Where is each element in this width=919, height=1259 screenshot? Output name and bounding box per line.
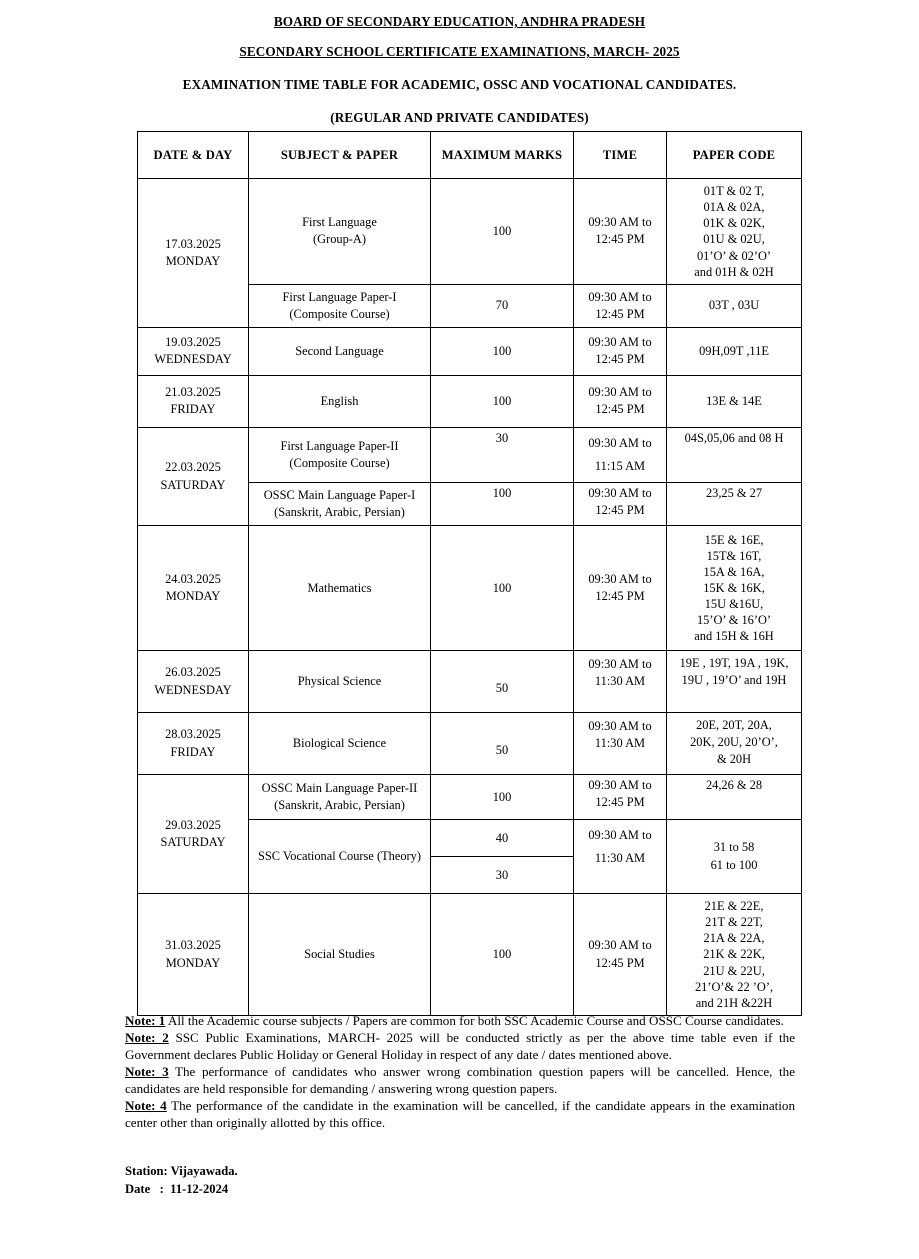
note-label: Note: 1 bbox=[125, 1013, 166, 1028]
time-text bbox=[574, 933, 666, 975]
cell-maximum-marks bbox=[431, 179, 574, 285]
notes-section bbox=[125, 1012, 795, 1131]
time-start: 09:30 AM to bbox=[588, 719, 652, 734]
paper-code-line: and 15H & 16H bbox=[694, 629, 774, 644]
cell-subject-paper bbox=[249, 179, 431, 285]
paper-code-line: 19U , 19’O’ and 19H bbox=[681, 673, 787, 688]
date-day-text bbox=[138, 567, 248, 609]
cell-date-day bbox=[138, 179, 249, 328]
paper-code-line: 21E & 22E, bbox=[704, 899, 764, 914]
cell-paper-code bbox=[667, 375, 802, 427]
subject-name: English bbox=[320, 393, 359, 408]
paper-code-line: 61 to 100 bbox=[710, 857, 758, 872]
subject-qualifier: (Composite Course) bbox=[289, 306, 390, 321]
column-header-time: TIME bbox=[574, 132, 667, 179]
subject-text bbox=[249, 434, 430, 476]
exam-timetable bbox=[137, 131, 802, 1016]
marks-value: 30 bbox=[495, 867, 509, 882]
exam-day: MONDAY bbox=[165, 589, 221, 604]
exam-day: MONDAY bbox=[165, 955, 221, 970]
timetable-body bbox=[138, 179, 802, 1016]
subject-text bbox=[249, 483, 430, 525]
exam-day: SATURDAY bbox=[160, 477, 226, 492]
cell-subject-paper bbox=[249, 651, 431, 713]
time-end: 12:45 PM bbox=[595, 352, 645, 367]
paper-code-line: 01A & 02A, bbox=[703, 200, 765, 215]
cell-time bbox=[574, 482, 667, 525]
subject-name: Biological Science bbox=[292, 736, 387, 750]
cell-date-day bbox=[138, 427, 249, 525]
subject-name: SSC Vocational Course (Theory) bbox=[257, 849, 421, 863]
table-row bbox=[138, 651, 802, 713]
cell-date-day bbox=[138, 713, 249, 775]
cell-paper-code bbox=[667, 526, 802, 651]
cell-date-day bbox=[138, 894, 249, 1016]
subject-name: Physical Science bbox=[297, 674, 382, 688]
cell-time bbox=[574, 526, 667, 651]
time-start: 09:30 AM to bbox=[588, 571, 652, 586]
cell-maximum-marks bbox=[431, 894, 574, 1016]
paper-code-line: 21T & 22T, bbox=[705, 915, 763, 930]
subject-qualifier: (Sanskrit, Arabic, Persian) bbox=[274, 504, 405, 519]
time-start: 09:30 AM to bbox=[588, 485, 652, 500]
paper-code-line: 24,26 & 28 bbox=[705, 778, 763, 793]
paper-code-line: 04S,05,06 and 08 H bbox=[684, 430, 784, 445]
cell-maximum-marks bbox=[431, 427, 574, 482]
marks-value: 50 bbox=[495, 743, 509, 757]
marks-value: 100 bbox=[492, 946, 512, 961]
paper-code-line: 01K & 02K, bbox=[703, 216, 765, 231]
exam-date: 21.03.2025 bbox=[165, 385, 221, 400]
cell-paper-code bbox=[667, 894, 802, 1016]
exam-date: 29.03.2025 bbox=[165, 817, 221, 832]
note-paragraph bbox=[125, 1029, 795, 1063]
paper-code-text bbox=[667, 651, 801, 693]
paper-code-line: 15E & 16E, bbox=[704, 532, 764, 547]
footer-station: Station: Vijayawada. bbox=[125, 1164, 238, 1178]
note-text: The performance of the candidate in the examination will be cancelled, if the candidate appears in the examination center other than originally allotted by this office. bbox=[125, 1098, 796, 1131]
cell-subject-paper bbox=[249, 427, 431, 482]
subject-text bbox=[249, 285, 430, 327]
paper-code-line: 20K, 20U, 20’O’, bbox=[690, 735, 778, 750]
paper-code-line: 20E, 20T, 20A, bbox=[696, 718, 772, 733]
cell-paper-code bbox=[667, 427, 802, 482]
time-end: 12:45 PM bbox=[595, 589, 645, 604]
exam-day: WEDNESDAY bbox=[154, 352, 232, 367]
table-row bbox=[138, 327, 802, 375]
date-day-text bbox=[138, 722, 248, 764]
cell-paper-code bbox=[667, 820, 802, 894]
note-label: Note: 2 bbox=[125, 1030, 169, 1046]
cell-maximum-marks bbox=[431, 775, 574, 820]
paper-code-line: 15T& 16T, bbox=[706, 548, 762, 563]
date-day-text bbox=[138, 455, 248, 497]
cell-paper-code bbox=[667, 482, 802, 525]
date-day-text bbox=[138, 380, 248, 422]
exam-day: MONDAY bbox=[165, 253, 221, 268]
exam-date: 26.03.2025 bbox=[165, 665, 221, 680]
cell-subject-paper bbox=[249, 482, 431, 525]
time-text bbox=[574, 483, 666, 523]
paper-code-text bbox=[667, 179, 801, 284]
time-text bbox=[574, 428, 666, 482]
note-text: All the Academic course subjects / Papers are common for both SSC Academic Course and OSSC Course candidates. bbox=[165, 1013, 784, 1028]
paper-code-line: 03T , 03U bbox=[708, 298, 760, 313]
time-text bbox=[574, 285, 666, 327]
cell-paper-code bbox=[667, 179, 802, 285]
cell-time bbox=[574, 894, 667, 1016]
paper-code-text bbox=[667, 389, 801, 414]
cell-subject-paper bbox=[249, 526, 431, 651]
subject-qualifier: (Composite Course) bbox=[289, 455, 390, 470]
paper-code-line: and 01H & 02H bbox=[694, 264, 774, 279]
paper-code-line: 19E , 19T, 19A , 19K, bbox=[679, 656, 789, 671]
time-text bbox=[574, 380, 666, 422]
time-text bbox=[574, 651, 666, 694]
cell-time bbox=[574, 375, 667, 427]
paper-code-line: 21K & 22K, bbox=[703, 947, 765, 962]
subject-qualifier: (Sanskrit, Arabic, Persian) bbox=[274, 798, 405, 813]
note-paragraph bbox=[125, 1012, 795, 1029]
marks-value: 100 bbox=[492, 223, 512, 238]
paper-code-text bbox=[667, 713, 801, 772]
board-title bbox=[0, 15, 919, 28]
time-end: 12:45 PM bbox=[595, 232, 645, 247]
subject-name: Mathematics bbox=[307, 580, 372, 595]
date-day-text bbox=[138, 330, 248, 372]
exam-date: 24.03.2025 bbox=[165, 571, 221, 586]
subject-text bbox=[249, 339, 430, 364]
date-day-text bbox=[138, 232, 248, 274]
paper-code-text bbox=[667, 483, 801, 506]
cell-maximum-marks bbox=[431, 651, 574, 713]
exam-day: FRIDAY bbox=[170, 744, 216, 759]
marks-value: 100 bbox=[492, 393, 512, 408]
cell-date-day bbox=[138, 775, 249, 894]
marks-split-table bbox=[431, 820, 573, 893]
paper-code-text bbox=[667, 894, 801, 1015]
subject-text bbox=[249, 942, 430, 967]
cell-subject-paper bbox=[249, 327, 431, 375]
paper-code-text bbox=[667, 775, 801, 798]
paper-code-line: 13E & 14E bbox=[706, 393, 762, 408]
time-start: 09:30 AM to bbox=[588, 938, 652, 953]
time-start: 09:30 AM to bbox=[588, 215, 652, 230]
time-start: 09:30 AM to bbox=[588, 385, 652, 400]
timetable-subtitle: EXAMINATION TIME TABLE FOR ACADEMIC, OSSC AND VOCATIONAL CANDIDATES. bbox=[182, 77, 737, 93]
paper-code-line: 21U & 22U, bbox=[703, 963, 765, 978]
subject-text bbox=[249, 389, 430, 414]
cell-date-day bbox=[138, 327, 249, 375]
marks-value: 70 bbox=[495, 298, 509, 313]
exam-date: 19.03.2025 bbox=[165, 335, 221, 350]
cell-subject-paper bbox=[249, 894, 431, 1016]
time-end: 12:45 PM bbox=[595, 402, 645, 417]
time-text bbox=[574, 820, 666, 874]
document-header bbox=[0, 0, 919, 124]
paper-code-line: & 20H bbox=[716, 752, 752, 767]
exam-date: 31.03.2025 bbox=[165, 938, 221, 953]
paper-code-line: 21A & 22A, bbox=[703, 931, 765, 946]
exam-date: 22.03.2025 bbox=[165, 460, 221, 475]
table-row bbox=[138, 427, 802, 482]
subject-name: OSSC Main Language Paper-II bbox=[261, 780, 418, 795]
paper-code-line: 15A & 16A, bbox=[703, 564, 765, 579]
paper-code-text bbox=[667, 528, 801, 649]
cell-maximum-marks bbox=[431, 327, 574, 375]
cell-subject-paper bbox=[249, 820, 431, 894]
cell-time bbox=[574, 651, 667, 713]
marks-value: 40 bbox=[431, 820, 573, 857]
cell-time bbox=[574, 775, 667, 820]
time-text bbox=[574, 567, 666, 609]
paper-code-line: and 21H &22H bbox=[695, 995, 773, 1010]
subject-text bbox=[249, 669, 430, 694]
cell-time bbox=[574, 713, 667, 775]
paper-code-line: 01’O’ & 02’O’ bbox=[696, 248, 772, 263]
time-start: 09:30 AM to bbox=[588, 435, 652, 450]
date-day-text bbox=[138, 933, 248, 975]
date-day-text bbox=[138, 813, 248, 855]
cell-paper-code bbox=[667, 775, 802, 820]
cell-paper-code bbox=[667, 284, 802, 327]
cell-time bbox=[574, 179, 667, 285]
paper-code-line: 15’O’ & 16’O’ bbox=[696, 613, 772, 628]
paper-code-line: 15U &16U, bbox=[704, 597, 764, 612]
table-row bbox=[138, 526, 802, 651]
cell-maximum-marks bbox=[431, 713, 574, 775]
time-start: 09:30 AM to bbox=[588, 828, 652, 843]
paper-code-line: 31 to 58 bbox=[713, 840, 755, 855]
cell-subject-paper bbox=[249, 375, 431, 427]
time-text bbox=[574, 330, 666, 372]
table-row bbox=[138, 179, 802, 285]
marks-value: 100 bbox=[492, 580, 512, 595]
paper-code-line: 01T & 02 T, bbox=[703, 184, 765, 198]
subject-name: Social Studies bbox=[304, 946, 375, 961]
subject-qualifier: (Group-A) bbox=[313, 232, 366, 247]
time-start: 09:30 AM to bbox=[588, 289, 652, 304]
note-text: SSC Public Examinations, MARCH- 2025 will be conducted strictly as per the above time table even if the Government declares Public Holiday or General Holiday in respect of any date / dates mentioned above. bbox=[125, 1030, 796, 1063]
column-header-marks: MAXIMUM MARKS bbox=[431, 132, 574, 179]
marks-value: 100 bbox=[492, 485, 512, 500]
exam-title bbox=[0, 45, 919, 58]
cell-date-day bbox=[138, 651, 249, 713]
candidate-type-subtitle: (REGULAR AND PRIVATE CANDIDATES) bbox=[330, 109, 589, 125]
column-header-date: DATE & DAY bbox=[138, 132, 249, 179]
subject-text bbox=[249, 210, 430, 252]
subject-name: Second Language bbox=[295, 343, 384, 358]
time-end: 12:45 PM bbox=[595, 306, 645, 321]
paper-code-line: 21’O’& 22 ’O’, bbox=[694, 979, 774, 994]
exam-day: SATURDAY bbox=[160, 835, 226, 850]
exam-date: 17.03.2025 bbox=[165, 236, 221, 251]
cell-subject-paper bbox=[249, 284, 431, 327]
time-end: 11:30 AM bbox=[594, 674, 646, 689]
subject-text bbox=[249, 731, 430, 756]
date-day-text bbox=[138, 660, 248, 702]
time-text bbox=[574, 713, 666, 756]
marks-value: 100 bbox=[492, 789, 512, 804]
subject-text bbox=[249, 776, 430, 818]
paper-code-text bbox=[667, 339, 801, 364]
cell-maximum-marks bbox=[431, 482, 574, 525]
paper-code-line: 09H,09T ,11E bbox=[699, 343, 769, 358]
column-header-subject: SUBJECT & PAPER bbox=[249, 132, 431, 179]
paper-code-text bbox=[667, 293, 801, 318]
subject-name: First Language Paper-I bbox=[282, 289, 397, 304]
note-paragraph bbox=[125, 1063, 795, 1097]
marks-value: 30 bbox=[495, 430, 509, 445]
note-label: Note: 3 bbox=[125, 1064, 169, 1080]
time-end: 11:30 AM bbox=[594, 736, 646, 751]
paper-code-line: 15K & 16K, bbox=[703, 581, 765, 595]
footer-block bbox=[125, 1162, 238, 1199]
timetable-container bbox=[137, 131, 801, 1016]
note-paragraph bbox=[125, 1097, 795, 1131]
table-row bbox=[138, 713, 802, 775]
cell-maximum-marks bbox=[431, 284, 574, 327]
table-header-row bbox=[138, 132, 802, 179]
subject-name: First Language bbox=[302, 215, 377, 230]
cell-maximum-marks bbox=[431, 820, 574, 894]
cell-time bbox=[574, 327, 667, 375]
exam-day: WEDNESDAY bbox=[154, 682, 232, 697]
cell-paper-code bbox=[667, 651, 802, 713]
time-end: 12:45 PM bbox=[595, 502, 645, 517]
cell-maximum-marks bbox=[431, 375, 574, 427]
time-start: 09:30 AM to bbox=[588, 778, 652, 793]
cell-paper-code bbox=[667, 327, 802, 375]
cell-time bbox=[574, 820, 667, 894]
subject-text bbox=[249, 576, 430, 601]
paper-code-line: 23,25 & 27 bbox=[705, 485, 763, 500]
cell-subject-paper bbox=[249, 775, 431, 820]
time-start: 09:30 AM to bbox=[588, 335, 652, 350]
note-label: Note: 4 bbox=[125, 1098, 167, 1114]
footer-date: Date : 11-12-2024 bbox=[125, 1182, 229, 1197]
subject-name: OSSC Main Language Paper-I bbox=[263, 487, 416, 502]
paper-code-line: 01U & 02U, bbox=[703, 232, 765, 247]
marks-value: 100 bbox=[492, 343, 512, 358]
time-end: 12:45 PM bbox=[595, 955, 645, 970]
cell-date-day bbox=[138, 375, 249, 427]
subject-name: First Language Paper-II bbox=[280, 438, 399, 453]
cell-time bbox=[574, 427, 667, 482]
time-text bbox=[574, 210, 666, 252]
cell-maximum-marks bbox=[431, 526, 574, 651]
column-header-paper-code: PAPER CODE bbox=[667, 132, 802, 179]
exam-day: FRIDAY bbox=[170, 402, 216, 417]
table-row bbox=[138, 894, 802, 1016]
time-start: 09:30 AM to bbox=[588, 657, 652, 672]
board-title-text: BOARD OF SECONDARY EDUCATION, ANDHRA PRADESH bbox=[273, 14, 646, 29]
exam-date: 28.03.2025 bbox=[165, 727, 221, 742]
cell-subject-paper bbox=[249, 713, 431, 775]
time-end: 11:15 AM bbox=[594, 458, 646, 473]
table-row bbox=[138, 775, 802, 820]
paper-code-text bbox=[667, 428, 801, 451]
exam-title-text: SECONDARY SCHOOL CERTIFICATE EXAMINATIONS, MARCH- 2025 bbox=[239, 44, 680, 60]
cell-time bbox=[574, 284, 667, 327]
table-row bbox=[138, 375, 802, 427]
marks-value: 50 bbox=[495, 681, 509, 695]
cell-paper-code bbox=[667, 713, 802, 775]
time-end: 12:45 PM bbox=[595, 795, 645, 810]
paper-code-text bbox=[667, 835, 801, 877]
note-text: The performance of candidates who answer wrong combination question papers will be cancelled. Hence, the candidates are held responsible for demanding / answering wrong question papers. bbox=[125, 1064, 796, 1097]
time-end: 11:30 AM bbox=[594, 851, 646, 865]
time-text bbox=[574, 775, 666, 815]
subject-text bbox=[249, 844, 430, 869]
cell-date-day bbox=[138, 526, 249, 651]
